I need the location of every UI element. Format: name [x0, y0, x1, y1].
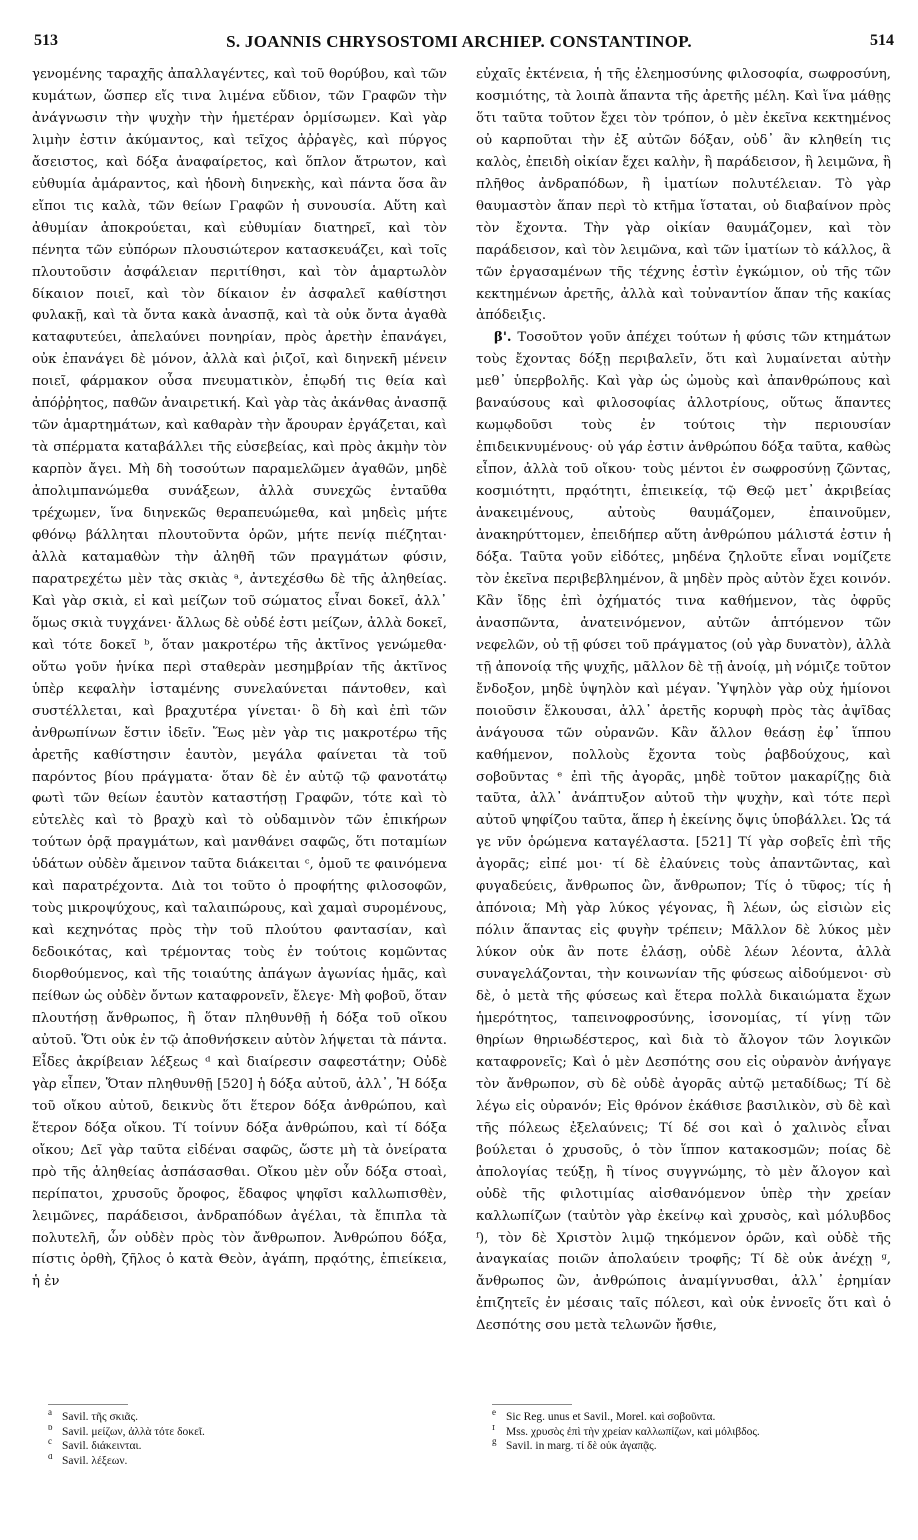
footnote: e Sic Reg. unus et Savil., Morel. καὶ σοβοῦντα. — [492, 1410, 716, 1423]
page-number-left: 513 — [34, 32, 58, 49]
footnotes-right — [492, 1410, 892, 1454]
footnote: d Savil. λέξεων. — [48, 1453, 128, 1467]
page-number-right: 514 — [870, 32, 894, 49]
section-mark: β'. — [494, 330, 512, 346]
footnote-rule-left — [48, 1404, 128, 1405]
right-paragraph-2 — [476, 327, 891, 1337]
footnote-text: Savil. τῆς σκιᾶς. — [62, 1411, 138, 1423]
footnote-rule-right — [492, 1404, 572, 1405]
right-column — [476, 64, 891, 1404]
footnote: b Savil. μείζων, ἀλλὰ τότε δοκεῖ. — [48, 1424, 205, 1438]
footnote: g Savil. in marg. τί δὲ οὐκ ἀγαπᾷς. — [492, 1439, 657, 1452]
running-title: S. JOANNIS CHRYSOSTOMI ARCHIEP. CONSTANTINOP. — [226, 32, 692, 51]
left-paragraph: γενομένης ταραχῆς ἀπαλλαγέντες, καὶ τοῦ θορύβου, καὶ τῶν κυμάτων, ὥσπερ εἴς τινα λιμένα εὔδιον, τῶν Γραφῶν τὴν ἀνάγνωσιν τὴν ψυχὴν τὴν ἡμετέραν ὁρμίσωμεν. Καὶ γὰρ λιμὴν ἐστιν ἀκύμαντος, καὶ τεῖχος ἀῤῥαγὲς, καὶ πύργος ἄσειστος, καὶ δόξα ἀναφαίρετος, καὶ ὅπλον ἄτρωτον, καὶ εὐθυμία ἀμάραντος, καὶ ἡδονὴ διηνεκὴς, καὶ πάντα ὅσα ἂν εἴποι τις καλὰ, τῶν θείων Γραφῶν ἡ συνουσία. Αὕτη καὶ ἀθυμίαν ἀποκρούεται, καὶ εὐθυμίαν διατηρεῖ, καὶ τὸν πένητα τῶν εὐπόρων πλουσιώτερον κατασκευάζει, καὶ τοῖς πλουτοῦσιν ἀσφάλειαν περιτίθησι, καὶ τὸν ἁμαρτωλὸν δίκαιον ποιεῖ, καὶ τὸν δίκαιον ἐν ἀσφαλεῖ καθίστησι φυλακῇ, καὶ τὰ ὄντα κακὰ ἀνασπᾷ, καὶ τὰ οὐκ ὄντα ἀγαθὰ καταφυτεύει, ἀπελαύνει πονηρίαν, πρὸς ἀρετὴν ἐπανάγει, οὐκ ἐπανάγει δὲ μόνον, ἀλλὰ καὶ ῥιζοῖ, καὶ διηνεκῆ μένειν ποιεῖ, φάρμακον οὖσα πνευματικὸν, ἐπῳδή τις θεία καὶ ἀπόῤῥητος, παθῶν ἀναιρετική. Καὶ γὰρ τὰς ἀκάνθας ἀνασπᾷ τῶν ἁμαρτημάτων, καὶ καθαρὰν τὴν ἄρουραν ἐργάζεται, καὶ τὰ σπέρματα καταβάλλει τῆς εὐσεβείας, καὶ πρὸς ἀκμὴν τὸν καρπὸν ἄγει. Μὴ δὴ τοσούτων παραμελῶμεν ἀγαθῶν, μηδὲ ἀπολιμπανώμεθα συνάξεων, ἀλλὰ συνεχῶς ἐνταῦθα τρέχωμεν, ἵνα διηνεκῶς θεραπευώμεθα, καὶ μηδεὶς μήτε φθόνῳ βάλληται πλουτοῦντα ὁρῶν, μήτε πενίᾳ πιέζηται· ἀλλὰ καταμαθὼν τὴν ἀληθῆ τῶν πραγμάτων φύσιν, παρατρεχέτω μὲν τὰς σκιὰς ᵃ, ἀντεχέσθω δὲ τῆς ἀληθείας. Καὶ γὰρ σκιὰ, εἰ καὶ μείζων τοῦ σώματος εἶναι δοκεῖ, ἀλλ᾽ ὅμως σκιὰ τυγχάνει· ἄλλως δὲ οὐδέ ἐστι μείζων, ἀλλὰ δοκεῖ, καὶ τότε δοκεῖ ᵇ, ὅταν μακροτέρω τῆς ἀκτῖνος γενώμεθα· οὕτω γοῦν ἡνίκα περὶ σταθερὰν μεσημβρίαν τῆς ἀκτῖνος ὑπὲρ κεφαλὴν ἱσταμένης συνελαύνεται πάντοθεν, καὶ συστέλλεται, καὶ βραχυτέρα γίνεται· ὃ δὴ καὶ ἐπὶ τῶν ἀνθρωπίνων ἔστιν ἰδεῖν. Ἕως μὲν γὰρ τις μακροτέρω τῆς ἀρετῆς καθίστησιν ἑαυτὸν, μεγάλα φαίνεται τὰ τοῦ παρόντος βίου πράγματα· ὅταν δὲ ἐν αὐτῷ τῷ φανοτάτῳ φωτὶ τῶν θείων ἑαυτὸν καταστήσῃ Γραφῶν, τότε καὶ τὸ εὐτελὲς καὶ τὸ βραχὺ καὶ τὸ οὐδαμινὸν τῶν ἐπικήρων τούτων ὁρᾷ πραγμάτων, καὶ μανθάνει σαφῶς, ὅτι ποταμίων ὑδάτων οὐδὲν ἄμεινον ταῦτα διάκειται ᶜ, ὁμοῦ τε φαινόμενα καὶ παρατρέχοντα. Διὰ τοι τοῦτο ὁ προφήτης φιλοσοφῶν, τοὺς μικροψύχους, καὶ ταλαιπώρους, καὶ χαμαὶ συρομένους, καὶ κεχηνότας πρὸς τὴν τοῦ πλούτου φαντασίαν, καὶ δεδοικότας, καὶ τρέμοντας τοὺς ἐν τούτοις κομῶντας διορθούμενος, καὶ τῆς τοιαύτης ἀπάγων ἀγωνίας ἡμᾶς, καὶ πείθων ὡς οὐδὲν ὄντων καταφρονεῖν, ἔλεγε· Μὴ φοβοῦ, ὅταν πλουτήσῃ ἄνθρωπος, ἢ ὅταν πληθυνθῇ ἡ δόξα τοῦ οἴκου αὐτοῦ. Ὅτι οὐκ ἐν τῷ ἀποθνήσκειν αὐτὸν λήψεται τὰ πάντα. Εἶδες ἀκρίβειαν λέξεως ᵈ καὶ διαίρεσιν σαφεστάτην; Οὐδὲ γὰρ εἶπεν, Ὅταν πληθυνθῇ [520] ἡ δόξα αὐτοῦ, ἀλλ᾽, Ἡ δόξα τοῦ οἴκου αὐτοῦ, δεικνὺς ὅτι ἕτερον δόξα ἀνθρώπου, καὶ ἕτερον δόξα οἴκου. Τί τοίνυν δόξα ἀνθρώπου, καὶ τί δόξα οἴκου; Δεῖ γὰρ ταῦτα εἰδέναι σαφῶς, ὥστε μὴ τὰ ὀνείρατα πρὸ τῆς ἀληθείας ἀσπάσασθαι. Οἴκου μὲν οὖν δόξα στοαὶ, περίπατοι, χρυσοῦς ὄροφος, ἔδαφος ψηφῖσι καλλωπισθὲν, λειμῶνες, παράδεισοι, ἀνδραπόδων ἀγέλαι, τὰ ἔπιπλα τὰ πολυτελῆ, ὧν οὐδὲν πρὸς τὸν ἄνθρωπον. Ἀνθρώπου δόξα, πίστις ὀρθὴ, ζῆλος ὁ κατὰ Θεὸν, ἀγάπη, πρᾳότης, ἐπιείκεια, ἡ ἐν — [32, 67, 447, 1290]
left-column — [32, 64, 447, 1404]
right-paragraph-1: εὐχαῖς ἐκτένεια, ἡ τῆς ἐλεημοσύνης φιλοσοφία, σωφροσύνη, κοσμιότης, τὰ λοιπὰ ἅπαντα τῆς ἀρετῆς μέλη. Καὶ ἵνα μάθῃς ὅτι ταῦτα τοῦτον ἔχει τὸν τρόπον, ὁ μὲν ἐκεῖνα κεκτημένος οὐ καρποῦται τὴν ἐξ αὐτῶν δόξαν, οὐδ᾽ ἂν κληθείη τις καλὸς, ἐπειδὴ οἰκίαν ἔχει καλὴν, ἢ παράδεισον, ἢ λειμῶνα, ἢ πλῆθος ἀνδραπόδων, ἢ ἱματίων πολυτέλειαν. Τὸ γὰρ θαυμαστὸν ἅπαν περὶ τὸ κτῆμα ἵσταται, οὐ διαβαίνον πρὸς τὸν ἔχοντα. Τὴν γὰρ οἰκίαν θαυμάζομεν, καὶ τὸν παράδεισον, καὶ τὸν λειμῶνα, καὶ τῶν ἱματίων τὸ κάλλος, ἃ τῶν ἐργασαμένων τῆς τέχνης ἐστὶν ἐγκώμιον, οὐ τῆς τῶν κεκτημένων ἀρετῆς, ἀλλὰ καὶ τοὐναντίον ἅπαν τῆς κακίας ἀπόδειξις. — [476, 67, 891, 324]
footnote-text: Savil. λέξεων. — [62, 1454, 128, 1467]
footnotes-left — [48, 1410, 428, 1468]
footnote-text: Sic Reg. unus et Savil., Morel. καὶ σοβοῦντα. — [506, 1411, 716, 1423]
footnote: a Savil. τῆς σκιᾶς. — [48, 1410, 138, 1423]
footnote-text: Savil. διάκεινται. — [62, 1440, 142, 1452]
footnote-text: Savil. μείζων, ἀλλὰ τότε δοκεῖ. — [62, 1425, 205, 1438]
footnote: f Mss. χρυσὸς ἐπὶ τὴν χρείαν καλλωπίζων, καὶ μόλιβδος. — [492, 1424, 760, 1438]
footnote-text: Savil. in marg. τί δὲ οὐκ ἀγαπᾷς. — [506, 1440, 657, 1452]
right-paragraph-2-text: Τοσοῦτον γοῦν ἀπέχει τούτων ἡ φύσις τῶν κτημάτων τοὺς ἔχοντας δόξῃ περιβαλεῖν, ὅτι καὶ λυμαίνεται αὐτὴν μεθ᾽ ὑπερβολῆς. Καὶ γὰρ ὡς ὠμοὺς καὶ ἀπανθρώπους καὶ βαναύσους καὶ φιλοσοφίας ἀλλοτρίους, οὕτως ἅπαντες κωμῳδοῦσι τοὺς ἐν τούτοις τὴν περιουσίαν ἐπιδεικνυμένους· οὐ γάρ ἐστιν ἀνθρώπου δόξα ταῦτα, καθὼς εἶπον, ἀλλὰ τοῦ οἴκου· τοὺς μέντοι ἐν σωφροσύνῃ ζῶντας, κοσμιότητι, πρᾳότητι, ἐπιεικείᾳ, τῷ Θεῷ μετ᾽ ἀκριβείας ἀνακειμένους, αὐτοὺς θαυμάζομεν, ἐπαινοῦμεν, ἀνακηρύττομεν, ἐπειδήπερ αὕτη ἀνθρώπου μάλιστά ἐστιν ἡ δόξα. Ταῦτα γοῦν εἰδότες, μηδένα ζηλοῦτε εἶναι νομίζετε τὸν ἐκεῖνα περιβεβλημένον, ἃ μηδὲν πρὸς αὐτὸν ἔχει κοινόν. Κἂν ἴδῃς ἐπὶ ὀχήματός τινα καθήμενον, τὰς ὀφρῦς ἀνασπῶντα, ἀνατεινόμενον, αὐτῶν ἁπτόμενον τῶν νεφελῶν, οὐ τῇ φύσει τοῦ πράγματος (οὐ γὰρ δυνατὸν), ἀλλὰ τῇ ἀπονοίᾳ τῆς ψυχῆς, μᾶλλον δὲ τῇ ἀνοίᾳ, μὴ νόμιζε τοῦτον ἔνδοξον, μηδὲ ὑψηλὸν καὶ μέγαν. Ὑψηλὸν γὰρ οὐχ ἡμίονοι ποιοῦσιν ἕλκουσαι, ἀλλ᾽ ἀρετῆς κορυφὴ πρὸς τὰς ἀψῖδας ἀνάγουσα τῶν οὐρανῶν. Κἂν ἄλλον θεάσῃ ἐφ᾽ ἵππου καθήμενον, πολλοὺς ἔχοντα τοὺς ῥαβδούχους, καὶ σοβοῦντας ᵉ ἐπὶ τῆς ἀγορᾶς, μηδὲ τοῦτον μακαρίζῃς διὰ ταῦτα, ἀλλ᾽ ἀνάπτυξον αὐτοῦ τὴν ψυχὴν, καὶ τότε περὶ αὐτοῦ ψηφίζου ταῦτα, ἅπερ ἡ ἐκείνης ὄψις ὑποβάλλει. Ὡς τά γε νῦν ὁρώμενα καταγέλαστα. [521] Τί γὰρ σοβεῖς ἐπὶ τῆς ἀγορᾶς; εἰπέ μοι· τί δὲ ἐλαύνεις τοὺς ἀπαντῶντας, καὶ φυγαδεύεις, ἄνθρωπος ὢν, ἄνθρωπον; Τίς ὁ τῦφος; τίς ἡ ἀπόνοια; Μὴ γὰρ λύκος γέγονας, ἢ λέων, ὡς εἰσιὼν εἰς πόλιν ἅπαντας εἰς φυγὴν τρέπειν; Μᾶλλον δὲ λύκος μὲν λύκον οὐκ ἂν ποτε ἐλάσῃ, οὐδὲ λέων λέοντα, ἀλλὰ συναγελάζονται, τὴν κοινωνίαν τῆς φύσεως αἰδούμενοι· σὺ δὲ, ὁ μετὰ τῆς φύσεως καὶ ἕτερα πολλὰ δικαιώματα ἔχων ἡμερότητος, ταπεινοφροσύνης, ἰσονομίας, τί γίνῃ τῶν θηρίων θηριωδέστερος, καὶ διὰ τὸ ἄλογον τῶν λογικῶν καταφρονεῖς; Καὶ ὁ μὲν Δεσπότης σου εἰς οὐρανὸν ἀνήγαγε τὸν ἄνθρωπον, σὺ δὲ οὐδὲ ἀγορᾶς αὐτῷ μεταδίδως; Τί δὲ λέγω εἰς οὐρανόν; Εἰς θρόνον ἐκάθισε βασιλικὸν, σὺ δὲ καὶ τῆς πόλεως ἐξελαύνεις; Τί δέ σοι καὶ ὁ χαλινὸς εἶναι βούλεται ὁ χρυσοῦς, ὁ τὸν ἵππον κατακοσμῶν; ποίας δὲ ἀπολογίας τεύξῃ, ἢ τίνος συγγνώμης, τὸ μὲν ἄλογον καὶ οὐδὲ τῆς φιλοτιμίας αἰσθανόμενον ὑπὲρ τὴν χρείαν καλλωπίζων (ταὐτὸν γὰρ ἐκείνῳ καὶ χρυσὸς, καὶ μόλυβδος ᶠ), τὸν δὲ Χριστὸν λιμῷ τηκόμενον ὁρῶν, καὶ οὐδὲ τῆς ἀναγκαίας ποιῶν ἀπολαύειν τροφῆς; Τί δὲ οὐκ ἀνέχῃ ᵍ, ἄνθρωπος ὢν, ἀνθρώποις ἀναμίγνυσθαι, ἀλλ᾽ ἐρημίαν ἐπιζητεῖς ἐν μέσαις ταῖς πόλεσι, καὶ οὐκ ἐννοεῖς ὅτι καὶ ὁ Δεσπότης σου μετὰ τελωνῶν ἤσθιε, — [476, 330, 891, 1334]
footnote: c Savil. διάκεινται. — [48, 1439, 142, 1452]
footnote-text: Mss. χρυσὸς ἐπὶ τὴν χρείαν καλλωπίζων, καὶ μόλιβδος. — [506, 1425, 760, 1438]
